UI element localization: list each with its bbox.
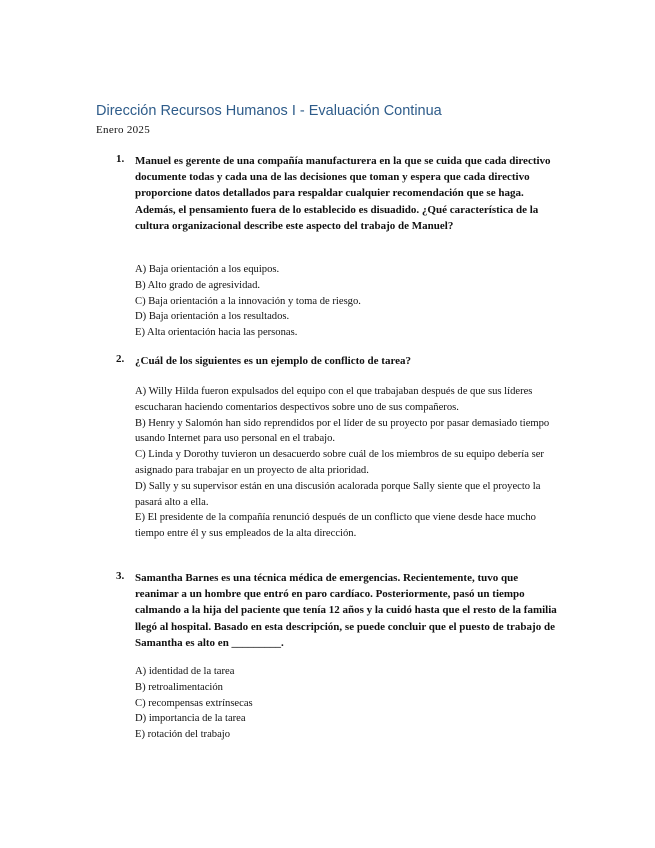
document-date: Enero 2025: [96, 124, 151, 136]
option-a: A) identidad de la tarea: [135, 666, 235, 677]
option-e: E) Alta orientación hacia las personas.: [135, 327, 298, 339]
option-e: E) rotación del trabajo: [135, 729, 231, 741]
question-text: ¿Cuál de los siguientes es un ejemplo de conflicto de tarea?: [135, 355, 412, 367]
option-d: D) importancia de la tarea: [135, 713, 246, 725]
question-text: Samantha Barnes es una técnica médica de emergencias. Recientemente, tuvo que reanimar a un hombre que entró en paro cardíaco. Posteriormente, pasó un tiempo calmando a la hija del paciente que tenía 12 años y la cuidó hasta que el resto de la familia llegó al hospital. Basado en esta descripción, se puede concluir que el puesto de trabajo de Samantha es alto en _________.: [135, 572, 557, 649]
option-a: A) Willy Hilda fueron expulsados del equipo con el que trabajaban después de que sus líderes escucharan haciendo comentarios despectivos sobre uno de sus compañeros.: [135, 386, 533, 413]
options-list: [135, 384, 565, 542]
document-title: Dirección Recursos Humanos I - Evaluación Continua: [96, 103, 442, 119]
question-number: 2.: [116, 353, 125, 365]
option-c: C) Baja orientación a la innovación y toma de riesgo.: [135, 295, 361, 307]
option-d: D) Baja orientación a los resultados.: [135, 311, 290, 323]
option-b: B) Henry y Salomón han sido reprendidos por el líder de su proyecto por pasar demasiado tiempo usando Internet para uso personal en el trabajo.: [135, 417, 550, 445]
options-list: [135, 262, 565, 341]
question-text: Manuel es gerente de una compañía manufacturera en la que se cuida que cada directivo documente todas y cada una de las decisiones que toman y espera que cada directivo proporcione datos detallados para respaldar cualquier recomendación que se haga. Además, el pensamiento fuera de lo establecido es disuadido. ¿Qué característica de la cultura organizacional describe este aspecto del trabajo de Manuel?: [135, 155, 551, 232]
question-number: 1.: [116, 153, 125, 165]
option-c: C) recompensas extrínsecas: [135, 697, 253, 709]
question-number: 3.: [116, 570, 125, 582]
option-c: C) Linda y Dorothy tuvieron un desacuerdo sobre cuál de los miembros de su equipo debería ser asignado para trabajar en un proyecto de alta prioridad.: [135, 449, 544, 476]
options-list: [135, 664, 565, 743]
option-e: E) El presidente de la compañía renunció después de un conflicto que viene desde hace mucho tiempo entre él y sus empleados de la alta dirección.: [135, 512, 536, 540]
option-b: B) Alto grado de agresividad.: [135, 279, 261, 291]
option-d: D) Sally y su supervisor están en una discusión acalorada porque Sally siente que el proyecto la pasará alto a ella.: [135, 480, 541, 508]
option-b: B) retroalimentación: [135, 681, 223, 693]
option-a: A) Baja orientación a los equipos.: [135, 264, 280, 275]
